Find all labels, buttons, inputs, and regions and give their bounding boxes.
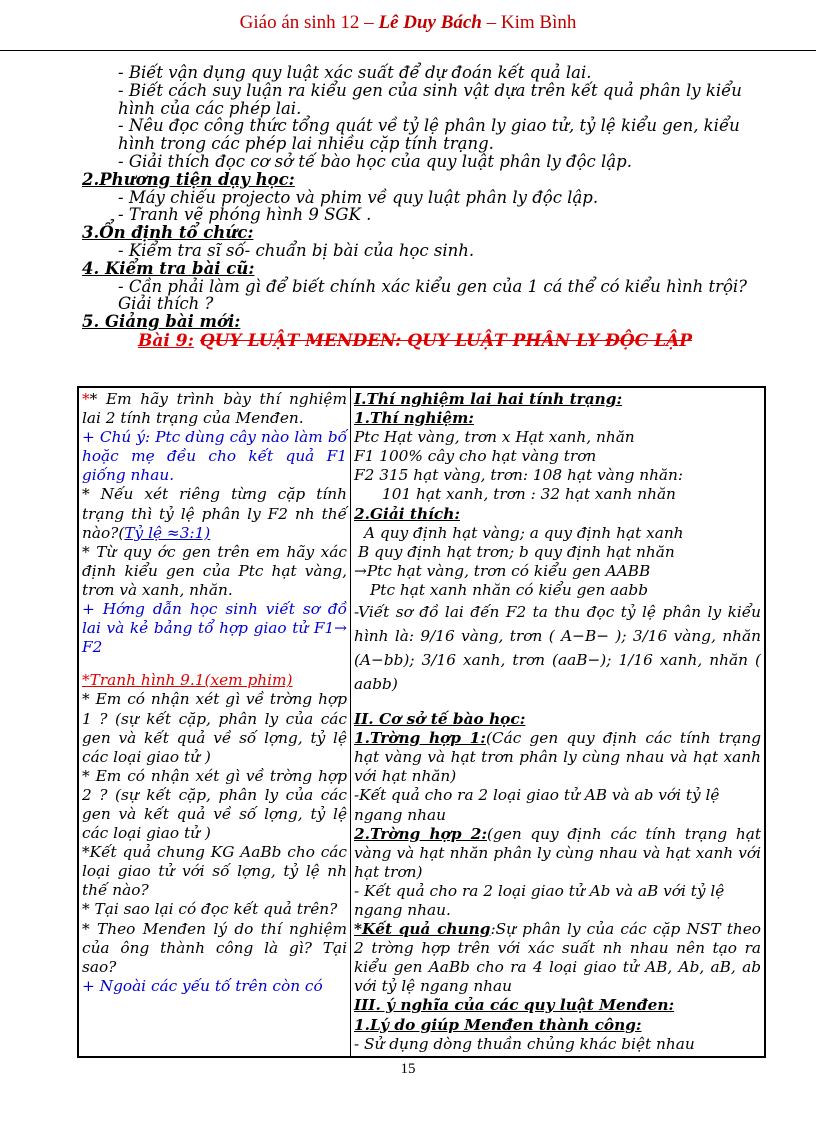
q3: * Từ quy ớc gen trên em hãy xác định kiểu gen của Ptc hạt vàng, trơn và xanh, nhăn. — [82, 542, 347, 599]
lesson-number: Bài 9: — [138, 330, 194, 351]
section-3-item: - Kiểm tra sĩ số- chuẩn bị bài của học sinh. — [118, 240, 475, 260]
teacher-activities-column — [78, 387, 351, 1057]
f1-line: F1 100% cây cho hạt vàng trơn — [354, 447, 597, 466]
page-number: 15 — [400, 1061, 416, 1077]
objective-4: - Giải thích đọc cơ sở tế bào học của quy luật phân ly độc lập. — [118, 151, 632, 171]
guide: + Hớng dẫn học sinh viết sơ đồ lai và kẻ bảng tổ hợp giao tử F1→ F2 — [82, 600, 347, 657]
case-1: 1.Trờng hợp 1:(Các gen quy định các tính trạng hạt vàng và hạt trơn phân ly cùng nhau và hạt xanh với hạt nhăn) — [354, 729, 762, 786]
page-header — [0, 12, 816, 34]
intro-section — [82, 64, 777, 351]
q8: * Theo Menđen lý do thí nghiệm của ông thành công là gì? Tại sao? — [82, 919, 347, 976]
heading-1-2: 2.Giải thích: — [354, 504, 460, 523]
heading-3: III. ý nghĩa của các quy luật Menđen: — [354, 996, 675, 1015]
g3: →Ptc hạt vàng, trơn có kiểu gen AABB — [354, 561, 651, 580]
f2-line-b: 101 hạt xanh, trơn : 32 hạt xanh nhăn — [382, 485, 676, 504]
section-2-title: 2.Phương tiện dạy học: — [82, 169, 295, 189]
header-rule — [0, 50, 816, 51]
g4: Ptc hạt xanh nhăn có kiểu gen aabb — [370, 580, 649, 599]
objective-1: - Biết vận dụng quy luật xác suất để dự đoán kết quả lai. — [118, 63, 592, 82]
q2: * Nếu xét riêng từng cặp tính trạng thì tỷ lệ phân ly F2 nh thế nào?(Tỷ lệ ≈3:1) — [82, 485, 347, 542]
last-line: - Sử dụng dòng thuần chủng khác biệt nhau — [354, 1034, 695, 1053]
f2-line-a: F2 315 hạt vàng, trơn: 108 hạt vàng nhăn: — [354, 466, 684, 485]
ptc-line: Ptc Hạt vàng, trơn x Hạt xanh, nhăn — [354, 428, 635, 447]
q6: *Kết quả chung KG AaBb cho các loại giao tử với số lợng, tỷ lệ nh thế nào? — [82, 843, 347, 900]
q5: * Em có nhận xét gì về trờng hợp 2 ? (sự kết cặp, phân ly của các gen và kết quả về số lợng, tỷ lệ các loại giao tử ) — [82, 766, 347, 843]
heading-3-1: 1.Lý do giúp Menđen thành công: — [354, 1015, 642, 1034]
section-5-title: 5. Giảng bài mới: — [82, 312, 241, 332]
header-suffix: – Kim Bình — [481, 12, 577, 33]
general-result: *Kết quả chung:Sự phân ly của các cặp NST theo 2 trờng hợp trên với xác suất nh nhau nên tạo ra kiểu gen AaBb cho ra 4 loại giao tử AB, Ab, aB, ab với tỷ lệ ngang nhau — [354, 920, 761, 996]
note: + Chú ý: Ptc dùng cây nào làm bố hoặc mẹ đều cho kết quả F1 giống nhau. — [82, 428, 347, 485]
g2: B quy định hạt trơn; b quy định hạt nhăn — [358, 542, 675, 561]
section-4-title: 4. Kiểm tra bài cũ: — [82, 258, 255, 278]
heading-1-1: 1.Thí nghiệm: — [354, 409, 474, 428]
case-1-result: -Kết quả cho ra 2 loại giao tử AB và ab với tỷ lệ ngang nhau — [354, 786, 720, 824]
objective-3: - Nêu đọc công thức tổng quát về tỷ lệ phân ly giao tử, tỷ lệ kiểu gen, kiểu hình trong các phép lai nhiều cặp tính trạng. — [118, 116, 740, 154]
lesson-name: QUY LUẬT MENDEN: QUY LUẬT PHÂN LY ĐỘC LẬP — [199, 330, 693, 351]
g5: -Viết sơ đồ lai đến F2 ta thu đọc tỷ lệ phân ly kiểu hình là: 9/16 vàng, trơn ( A−B− ); 3/16 vàng, nhăn (A−bb); 3/16 xanh, trơn (aaB−); 1/16 xanh, nhăn ( aabb) — [354, 603, 761, 694]
section-2-item: - Máy chiếu projecto và phim về quy luật phân ly độc lập. — [118, 187, 599, 207]
q9: + Ngoài các yếu tố trên còn có — [82, 976, 323, 995]
content-column — [351, 387, 766, 1057]
case-2-result: - Kết quả cho ra 2 loại giao tử Ab và aB với tỷ lệ ngang nhau. — [354, 881, 725, 919]
section-2-item: - Tranh vẽ phóng hình 9 SGK . — [118, 205, 372, 225]
q1: ** Em hãy trình bày thí nghiệm lai 2 tính trạng của Menđen. — [82, 390, 347, 428]
picture-ref: *Tranh hình 9.1(xem phim) — [82, 671, 293, 690]
case-2: 2.Trờng hợp 2:(gen quy định các tính trạng hạt vàng và hạt nhăn phân ly cùng nhau và hạt xanh với hạt trơn) — [354, 824, 761, 881]
header-author: Lê Duy Bách — [378, 12, 482, 33]
header-prefix: Giáo án sinh 12 – — [239, 12, 379, 33]
heading-1: I.Thí nghiệm lai hai tính trạng: — [354, 390, 623, 408]
q7: * Tại sao lại có đọc kết quả trên? — [82, 900, 338, 919]
section-3-title: 3.Ổn định tổ chức: — [82, 223, 254, 243]
g1: A quy định hạt vàng; a quy định hạt xanh — [364, 523, 684, 542]
lesson-table — [77, 386, 766, 1058]
section-4-item: - Cần phải làm gì để biết chính xác kiểu gen của 1 cá thể có kiểu hình trội? Giải thích ? — [118, 276, 748, 314]
q4: * Em có nhận xét gì về trờng hợp 1 ? (sự kết cặp, phân ly của các gen và kết quả về số lợng, tỷ lệ các loại giao tử ) — [82, 690, 347, 766]
objective-2: - Biết cách suy luận ra kiểu gen của sinh vật dựa trên kết quả phân ly kiểu hình của các phép lai. — [118, 80, 742, 118]
lesson-title — [82, 330, 777, 351]
heading-2: II. Cơ sở tế bào học: — [354, 710, 526, 729]
